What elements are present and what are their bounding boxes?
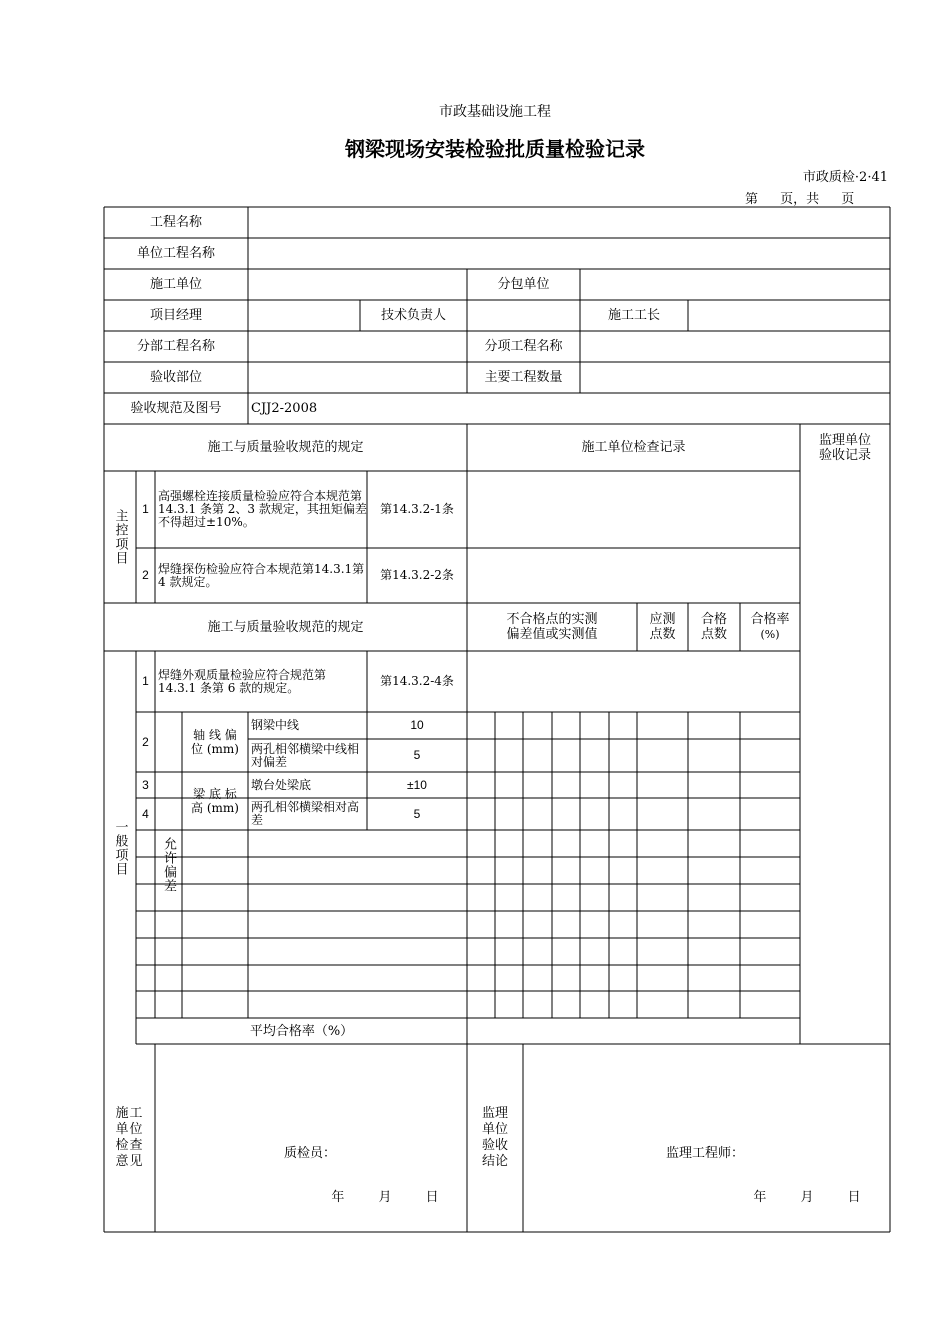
page-title: 钢梁现场安装检验批质量检验记录 — [345, 137, 645, 161]
subitem-name-label: 分项工程名称 — [484, 339, 563, 354]
general-item-2-no: 2 — [142, 734, 149, 749]
main-control-side-label: 主控项目 — [112, 509, 128, 565]
contractor-opinion-label: 施工单位检查意见 — [115, 1106, 144, 1169]
pass-header-line2: 点数 — [700, 627, 727, 642]
supervisor-header-line2: 验收记录 — [818, 447, 871, 463]
project-manager-label: 项目经理 — [149, 308, 202, 323]
acceptance-part-label: 验收部位 — [149, 370, 202, 385]
check-record-header: 施工单位检查记录 — [581, 440, 686, 455]
main-item-1-ref: 第14.3.2-1条 — [380, 502, 454, 516]
contractor-label: 施工单位 — [149, 277, 202, 292]
row-crossbeam-center-deviation-value: 5 — [413, 748, 421, 762]
unit-project-name-label: 单位工程名称 — [136, 246, 215, 261]
rate-header-line2: (%) — [760, 628, 780, 641]
should-measure-header — [637, 603, 688, 651]
fail-header-line1: 不合格点的实测 — [506, 612, 598, 627]
fail-points-header — [467, 603, 637, 651]
allowed-deviation-label: 允许偏差 — [161, 837, 176, 893]
general-side-label: 一般项目 — [112, 819, 128, 876]
contractor-date: 年 月 日 — [331, 1189, 439, 1205]
supervisor-record-header — [800, 424, 890, 471]
main-item-2-ref: 第14.3.2-2条 — [380, 568, 454, 582]
division-name-label: 分部工程名称 — [136, 339, 215, 354]
supervisor-header-line1: 监理单位 — [818, 432, 871, 448]
rate-header-line1: 合格率 — [750, 612, 790, 627]
should-header-line1: 应测 — [649, 612, 676, 627]
main-item-2-desc: 焊缝探伤检验应符合本规范第14.3.1第4 款规定。 — [158, 561, 365, 589]
main-item-2-no: 2 — [142, 568, 149, 582]
row-pier-beam-bottom: 墩台处梁底 — [251, 777, 312, 792]
main-item-1-no: 1 — [142, 502, 149, 516]
main-item-1-desc: 高强螺栓连接质量检验应符合本规范第 14.3.1 条第 2、3 款规定，其扭矩偏差不得超过±10%。 — [158, 489, 367, 529]
page-info: 第 页，共 页 — [745, 192, 855, 207]
row-crossbeam-height-diff-value: 5 — [413, 806, 421, 821]
subcontractor-label: 分包单位 — [497, 277, 550, 292]
general-item-3-no: 3 — [142, 777, 149, 792]
foreman-label: 施工工长 — [607, 308, 660, 323]
axis-offset-group: 轴 线 偏 位 (mm) — [191, 728, 239, 756]
general-item-1-no: 1 — [142, 674, 149, 688]
pass-points-header — [688, 603, 740, 651]
general-spec-header: 施工与质量验收规范的规定 — [207, 619, 364, 635]
row-crossbeam-height-diff: 两孔相邻横梁相对高差 — [251, 800, 360, 827]
project-name-label: 工程名称 — [149, 215, 202, 230]
row-crossbeam-center-deviation: 两孔相邻横梁中线相对偏差 — [251, 741, 360, 769]
spec-value: CJJ2-2008 — [251, 401, 318, 416]
row-girder-centerline-value: 10 — [410, 718, 424, 732]
row-girder-centerline: 钢梁中线 — [251, 718, 300, 732]
supervisor-engineer-label: 监理工程师： — [665, 1145, 744, 1161]
main-quantity-label: 主要工程数量 — [484, 370, 563, 385]
inspector-label: 质检员： — [283, 1145, 336, 1161]
pass-header-line1: 合格 — [700, 612, 727, 627]
general-item-1-desc: 焊缝外观质量检验应符合规范第 14.3.1 条第 6 款的规定。 — [158, 667, 327, 695]
general-item-1-ref: 第14.3.2-4条 — [380, 674, 454, 688]
general-item-4-no: 4 — [142, 806, 149, 821]
supervisor-date: 年 月 日 — [753, 1189, 861, 1205]
beam-bottom-group: 梁 底 标 高 (mm) — [191, 787, 239, 815]
form-code: 市政质检·2·41 — [802, 170, 888, 185]
fail-header-line2: 偏差值或实测值 — [506, 627, 598, 642]
supervisor-conclusion-label: 监理单位验收结论 — [481, 1106, 508, 1169]
tech-lead-label: 技术负责人 — [380, 308, 446, 323]
main-spec-header: 施工与质量验收规范的规定 — [207, 440, 364, 455]
should-header-line2: 点数 — [649, 627, 676, 642]
project-type: 市政基础设施工程 — [439, 104, 551, 120]
pass-rate-header — [740, 603, 800, 651]
row-pier-beam-bottom-value: ±10 — [407, 777, 427, 792]
average-pass-rate-label: 平均合格率（%） — [249, 1023, 354, 1039]
spec-label: 验收规范及图号 — [130, 401, 222, 416]
